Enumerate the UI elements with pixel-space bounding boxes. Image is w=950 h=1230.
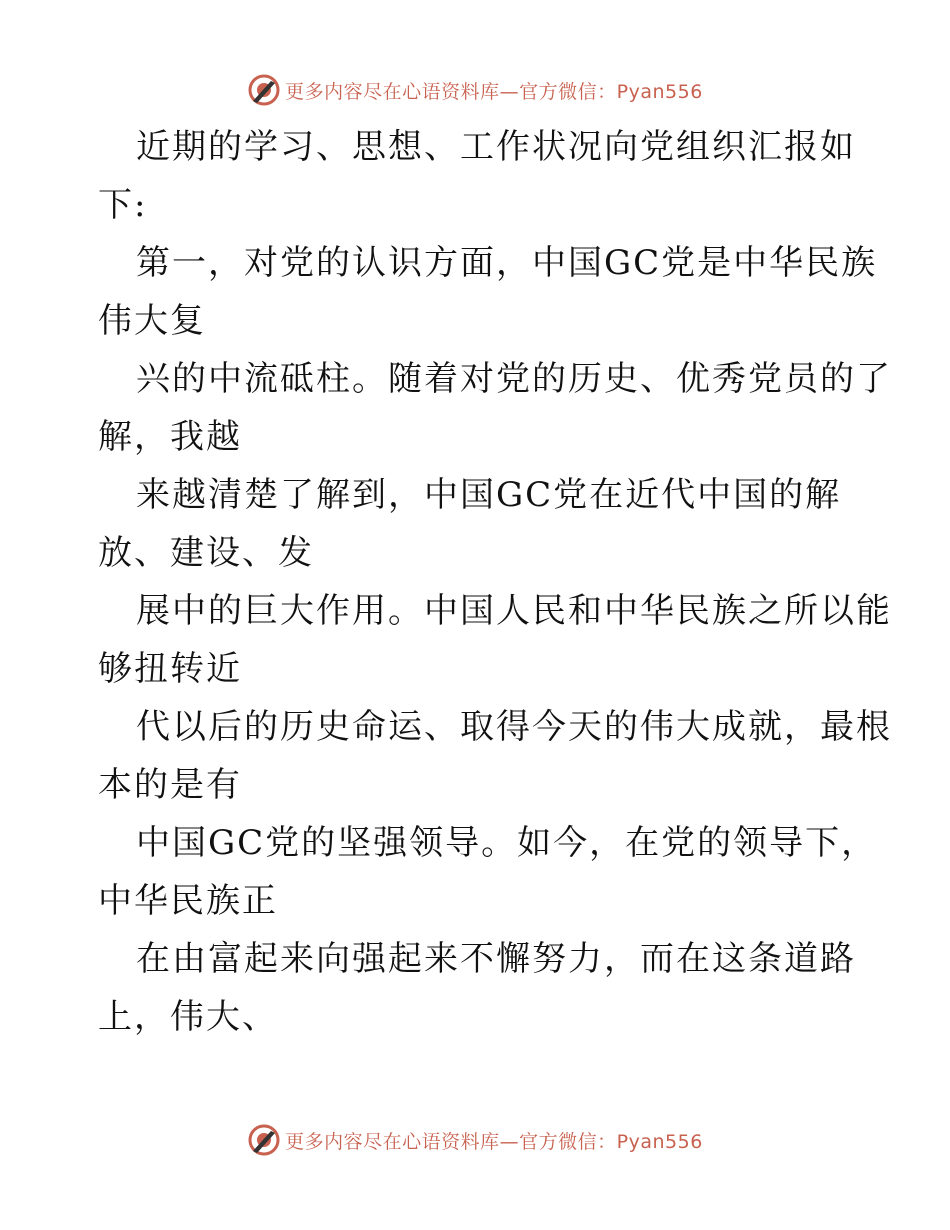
- text-line: 在由富起来向强起来不懈努力，而在这条道路: [136, 939, 856, 979]
- text-line: 本的是有: [98, 765, 242, 805]
- text-line: 中国GC党的坚强领导。如今，在党的领导下，: [136, 823, 878, 863]
- text-line: 兴的中流砥柱。随着对党的历史、优秀党员的了: [136, 359, 892, 399]
- text-line: 够扭转近: [98, 649, 242, 689]
- text-line: 伟大复: [98, 301, 206, 341]
- text-line: 下:: [98, 185, 148, 225]
- text-line: 中华民族正: [98, 881, 278, 921]
- text-line: 解，我越: [98, 417, 242, 457]
- text-line: 展中的巨大作用。中国人民和中华民族之所以能: [136, 591, 892, 631]
- text-line: 放、建设、发: [98, 533, 314, 573]
- brand-logo-icon: [247, 73, 281, 107]
- header-banner-text: 更多内容尽在心语资料库—官方微信：Pyan556: [285, 80, 703, 103]
- document-body: [98, 118, 892, 1046]
- text-line: 第一，对党的认识方面，中国GC党是中华民族: [136, 243, 878, 283]
- brand-logo-icon: [247, 1123, 281, 1157]
- text-line: 近期的学习、思想、工作状况向党组织汇报如: [136, 127, 856, 167]
- footer-banner-text: 更多内容尽在心语资料库—官方微信：Pyan556: [285, 1130, 703, 1153]
- header-banner: [0, 70, 950, 110]
- text-line: 来越清楚了解到，中国GC党在近代中国的解: [136, 475, 842, 515]
- text-line: 上，伟大、: [98, 997, 278, 1037]
- footer-banner: [0, 1120, 950, 1160]
- text-line: 代以后的历史命运、取得今天的伟大成就，最根: [136, 707, 892, 747]
